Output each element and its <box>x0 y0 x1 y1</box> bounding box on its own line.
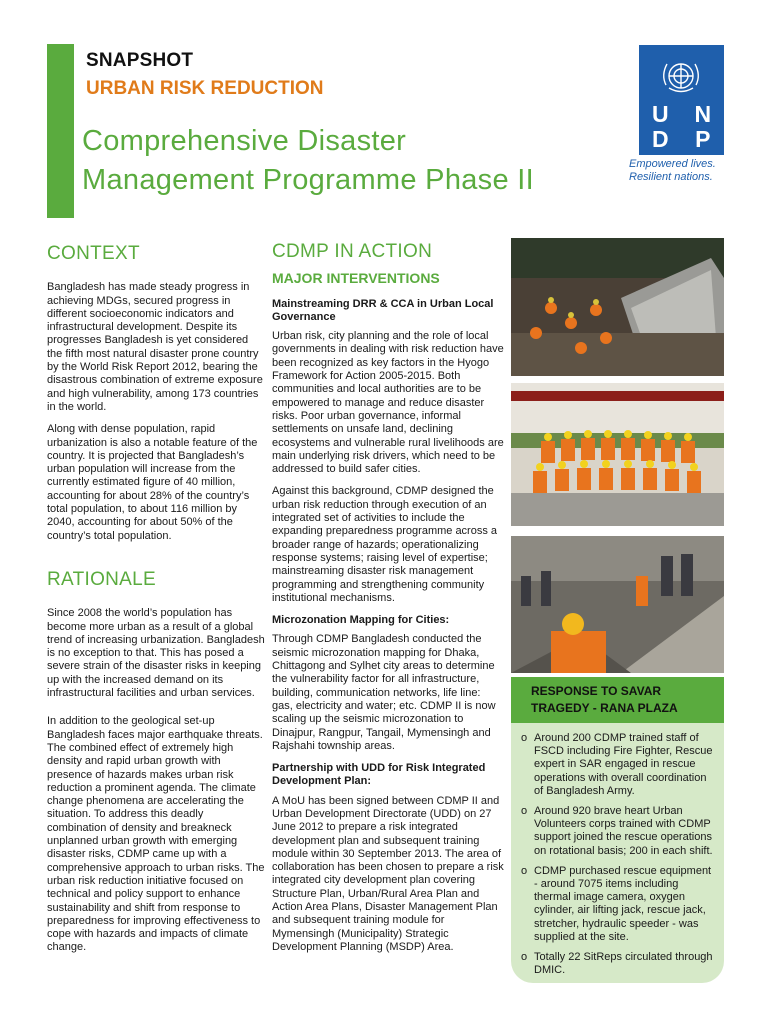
governance-heading: Mainstreaming DRR & CCA in Urban Local Governance <box>272 297 494 323</box>
snapshot-label: SNAPSHOT <box>86 50 194 71</box>
context-heading: CONTEXT <box>47 243 140 264</box>
background-paragraph: Against this background, CDMP designed the urban risk reduction through execution of an integrated set of activities to include the expanding preparedness programme across a broader range of hazards; operationalizing response systems; raising level of expertise; mainstreaming disaster risk management programming and strengthening community institutional mechanisms. <box>272 485 498 604</box>
list-item-text: Around 200 CDMP trained staff of FSCD including Fire Fighter, Rescue expert in SAR engaged in rescue operations with overall coordination of Bangladesh Army. <box>534 732 713 797</box>
context-paragraph-2: Along with dense population, rapid urbanization is also a notable feature of the country. It is projected that Bangladesh’s urban population will increase from the currently estimated figure of 40 million, accounting for about 28% of the country’s total population, to about 116 million by 2040, accounting for about 50% of the country’s total population. <box>47 423 258 542</box>
action-heading: CDMP IN ACTION <box>272 241 433 262</box>
title-line-2: Management Programme Phase II <box>82 164 534 196</box>
bullet-icon: o <box>521 805 528 818</box>
list-item <box>521 732 716 798</box>
governance-paragraph: Urban risk, city planning and the role of local governments in dealing with risk reduction have been recognized as key factors in the Hyogo Framework for Action 2005-2015. Both communities and local authorities are to be empowered to manage and reduce disaster risks. Poor urban governance, informal settlements on unsafe land, declining ecosystems and vulnerable rural livelihoods are main underlying risk drivers, which need to be addressed to build safer cities. <box>272 330 504 476</box>
savar-response-box <box>511 677 724 983</box>
udd-partnership-paragraph: A MoU has been signed between CDMP II and Urban Development Directorate (UDD) on 27 June 2012 to prepare a risk integrated development plan and subsequent training module within 30 September 2013. The area of collaboration has been chosen to prepare a risk integrated city development plan covering Structure Plan, Urban/Rural Area Plan and Action Area Plans, Disaster Management Plan and subsequent training module for Mymensingh (Municipality) Strategic Development Planning (MSDP) Area. <box>272 794 504 953</box>
undp-logo <box>639 45 724 155</box>
undp-tagline <box>629 158 744 184</box>
list-item-text: Around 920 brave heart Urban Volunteers corps trained with CDMP support joined the rescue operations on rotational basis; 200 in each shift. <box>534 805 713 857</box>
rescue-photo-2 <box>511 536 724 673</box>
list-item <box>521 805 716 858</box>
udd-partnership-heading: Partnership with UDD for Risk Integrated Development Plan: <box>272 762 486 788</box>
savar-response-list <box>511 723 724 977</box>
document-subtitle: URBAN RISK REDUCTION <box>86 78 324 99</box>
list-item <box>521 865 716 944</box>
logo-letter-u: U <box>651 101 669 127</box>
logo-letter-p: P <box>695 126 711 152</box>
list-item-text: Totally 22 SitReps circulated through DMIC. <box>534 951 713 977</box>
list-item <box>521 951 716 977</box>
header-accent-bar <box>47 44 74 218</box>
interventions-subheading: MAJOR INTERVENTIONS <box>272 270 440 287</box>
context-paragraph-1: Bangladesh has made steady progress in achieving MDGs, secured progress in different socioeconomic indicators and infrastructural development. Despite its progresses Bangladesh is yet considered the fifth most natural disaster prone country by the World Risk Report 2012, bearing the disastrous combination of extreme exposure and high vulnerability, among 173 countries in the world. <box>47 281 263 413</box>
rationale-paragraph-1: Since 2008 the world’s population has become more urban as a result of a global trend of increasing urbanization. Bangladesh is no exception to that. This has posed a severe strain of the disaster risks in keeping up with the increased demand on its infrastructural facilities and urban services. <box>47 607 265 700</box>
bullet-icon: o <box>521 864 528 877</box>
logo-letter-d: D <box>651 126 669 152</box>
bullet-icon: o <box>521 951 528 964</box>
microzonation-paragraph: Through CDMP Bangladesh conducted the seismic microzonation mapping for Dhaka, Chittagong and Sylhet city areas to determine the vulnerability factor for all infrastructure, building, communication networks, life line: gas, electricity and water; etc. CDMP II is now scaling up the seismic microzonation to Dinajpur, Rangpur, Tangail, Mymensingh and Rajshahi township areas. <box>272 633 496 752</box>
title-line-1: Comprehensive Disaster <box>82 125 407 157</box>
action-section <box>272 241 504 963</box>
bullet-icon: o <box>521 732 528 744</box>
tagline-line-2: Resilient nations. <box>629 171 713 183</box>
rationale-paragraph-2: In addition to the geological set-up Bangladesh faces major earthquake threats. The combined effect of extremely high density and rapid urban growth with presence of hazards makes urban risk reduction a prominent agenda. The climate change phenomena are accelerating the situation. To address this deadly combination of density and breakneck unplanned urban growth with emerging disaster risks, CDMP came up with a comprehensive approach to urban risks. The urban risk reduction initiative focused on technical and policy support to enhance sustainability and shift from response to preparedness for improving effectiveness to cope with hazards and impacts of climate change. <box>47 715 265 954</box>
logo-letter-n: N <box>694 101 712 127</box>
document-title <box>82 122 622 200</box>
rescue-photo-1 <box>511 238 724 376</box>
volunteers-group-photo <box>511 383 724 526</box>
rationale-heading: RATIONALE <box>47 569 156 590</box>
savar-response-heading: RESPONSE TO SAVAR TRAGEDY - RANA PLAZA <box>511 677 724 723</box>
tagline-line-1: Empowered lives. <box>629 158 716 170</box>
list-item-text: CDMP purchased rescue equipment - around 7075 items including thermal image camera, oxygen cylinder, air lifting jack, rescue jack, stretcher, hydraulic speeder - was supplied at the site. <box>534 864 712 943</box>
rationale-section <box>47 569 265 964</box>
microzonation-heading: Microzonation Mapping for Cities: <box>272 614 450 627</box>
context-section <box>47 243 265 552</box>
un-globe-emblem-icon <box>657 55 705 99</box>
